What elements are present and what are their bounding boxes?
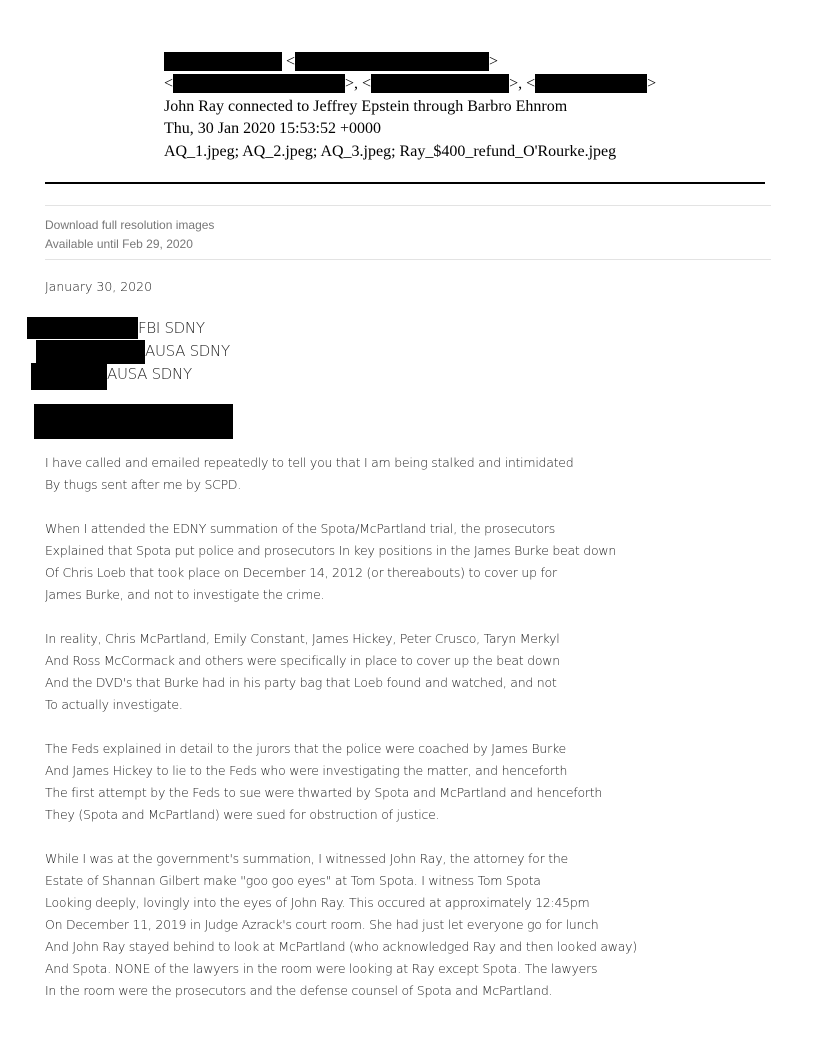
paragraph <box>45 452 785 496</box>
angle-close: > <box>647 75 657 92</box>
redaction-box <box>27 317 138 339</box>
letter-date: January 30, 2020 <box>45 279 153 294</box>
download-images-link[interactable]: Download full resolution images <box>45 218 215 232</box>
to-value <box>164 74 656 94</box>
text-line: Of Chris Loeb that took place on December 14, 2012 (or thereabouts) to cover up for <box>45 565 557 580</box>
redaction-box <box>173 74 345 93</box>
header-divider <box>45 182 765 184</box>
text-line: The first attempt by the Feds to sue were thwarted by Spota and McPartland and henceforth <box>45 785 603 800</box>
text-line: On December 11, 2019 in Judge Azrack's court room. She had just let everyone go for lunch <box>45 917 599 932</box>
redaction-box <box>164 52 282 71</box>
text-line: The Feds explained in detail to the jurors that the police were coached by James Burke <box>45 741 566 756</box>
angle-open: < <box>164 75 174 92</box>
text-line: They (Spota and McPartland) were sued for obstruction of justice. <box>45 807 440 822</box>
paragraph <box>45 628 785 716</box>
recipient-line <box>36 340 230 362</box>
availability-text: Available until Feb 29, 2020 <box>45 237 193 251</box>
redaction-box <box>371 74 509 93</box>
recipient-title: AUSA SDNY <box>107 365 192 383</box>
text-line: To actually investigate. <box>45 697 183 712</box>
recipient-line <box>31 363 192 385</box>
text-line: James Burke, and not to investigate the crime. <box>45 587 325 602</box>
angle-close: >, < <box>345 75 372 92</box>
redaction-box <box>535 74 647 93</box>
paragraph <box>45 848 785 1002</box>
recipient-title: AUSA SDNY <box>145 342 230 360</box>
text-line: Looking deeply, lovingly into the eyes of John Ray. This occured at approximately 12:45pm <box>45 895 590 910</box>
letter-body <box>45 452 785 1024</box>
redaction-box <box>36 340 145 364</box>
text-line: In the room were the prosecutors and the defense counsel of Spota and McPartland. <box>45 983 553 998</box>
text-line: And Ross McCormack and others were specifically in place to cover up the beat down <box>45 653 560 668</box>
text-line: When I attended the EDNY summation of the Spota/McPartland trial, the prosecutors <box>45 521 556 536</box>
download-block <box>45 216 214 254</box>
redaction-box <box>295 52 489 71</box>
subject-value: John Ray connected to Jeffrey Epstein through Barbro Ehnrom <box>164 98 568 115</box>
text-line: And John Ray stayed behind to look at McPartland (who acknowledged Ray and then looked away) <box>45 939 637 954</box>
recipient-line <box>27 317 205 339</box>
date-value: Thu, 30 Jan 2020 15:53:52 +0000 <box>164 120 382 137</box>
text-line: I have called and emailed repeatedly to tell you that I am being stalked and intimidated <box>45 455 574 470</box>
paragraph <box>45 738 785 826</box>
from-value <box>164 52 498 72</box>
inline-images-value: AQ_1.jpeg; AQ_2.jpeg; AQ_3.jpeg; Ray_$400_refund_O'Rourke.jpeg <box>164 143 617 160</box>
redaction-box <box>31 363 107 390</box>
paragraph <box>45 518 785 606</box>
text-line: In reality, Chris McPartland, Emily Constant, James Hickey, Peter Crusco, Taryn Merkyl <box>45 631 560 646</box>
text-line: While I was at the government's summation, I witnessed John Ray, the attorney for the <box>45 851 568 866</box>
text-line: Explained that Spota put police and prosecutors In key positions in the James Burke beat down <box>45 543 617 558</box>
recipient-title: FBI SDNY <box>138 319 205 337</box>
divider-bottom <box>45 259 771 260</box>
text-line: And James Hickey to lie to the Feds who were investigating the matter, and henceforth <box>45 763 568 778</box>
angle-open: < <box>282 53 296 70</box>
redaction-box <box>34 404 233 439</box>
angle-close: > <box>489 53 499 70</box>
text-line: By thugs sent after me by SCPD. <box>45 477 242 492</box>
divider-top <box>45 205 771 206</box>
angle-close: >, < <box>509 75 536 92</box>
text-line: And the DVD's that Burke had in his party bag that Loeb found and watched, and not <box>45 675 557 690</box>
text-line: Estate of Shannan Gilbert make "goo goo eyes" at Tom Spota. I witness Tom Spota <box>45 873 541 888</box>
text-line: And Spota. NONE of the lawyers in the room were looking at Ray except Spota. The lawyers <box>45 961 598 976</box>
